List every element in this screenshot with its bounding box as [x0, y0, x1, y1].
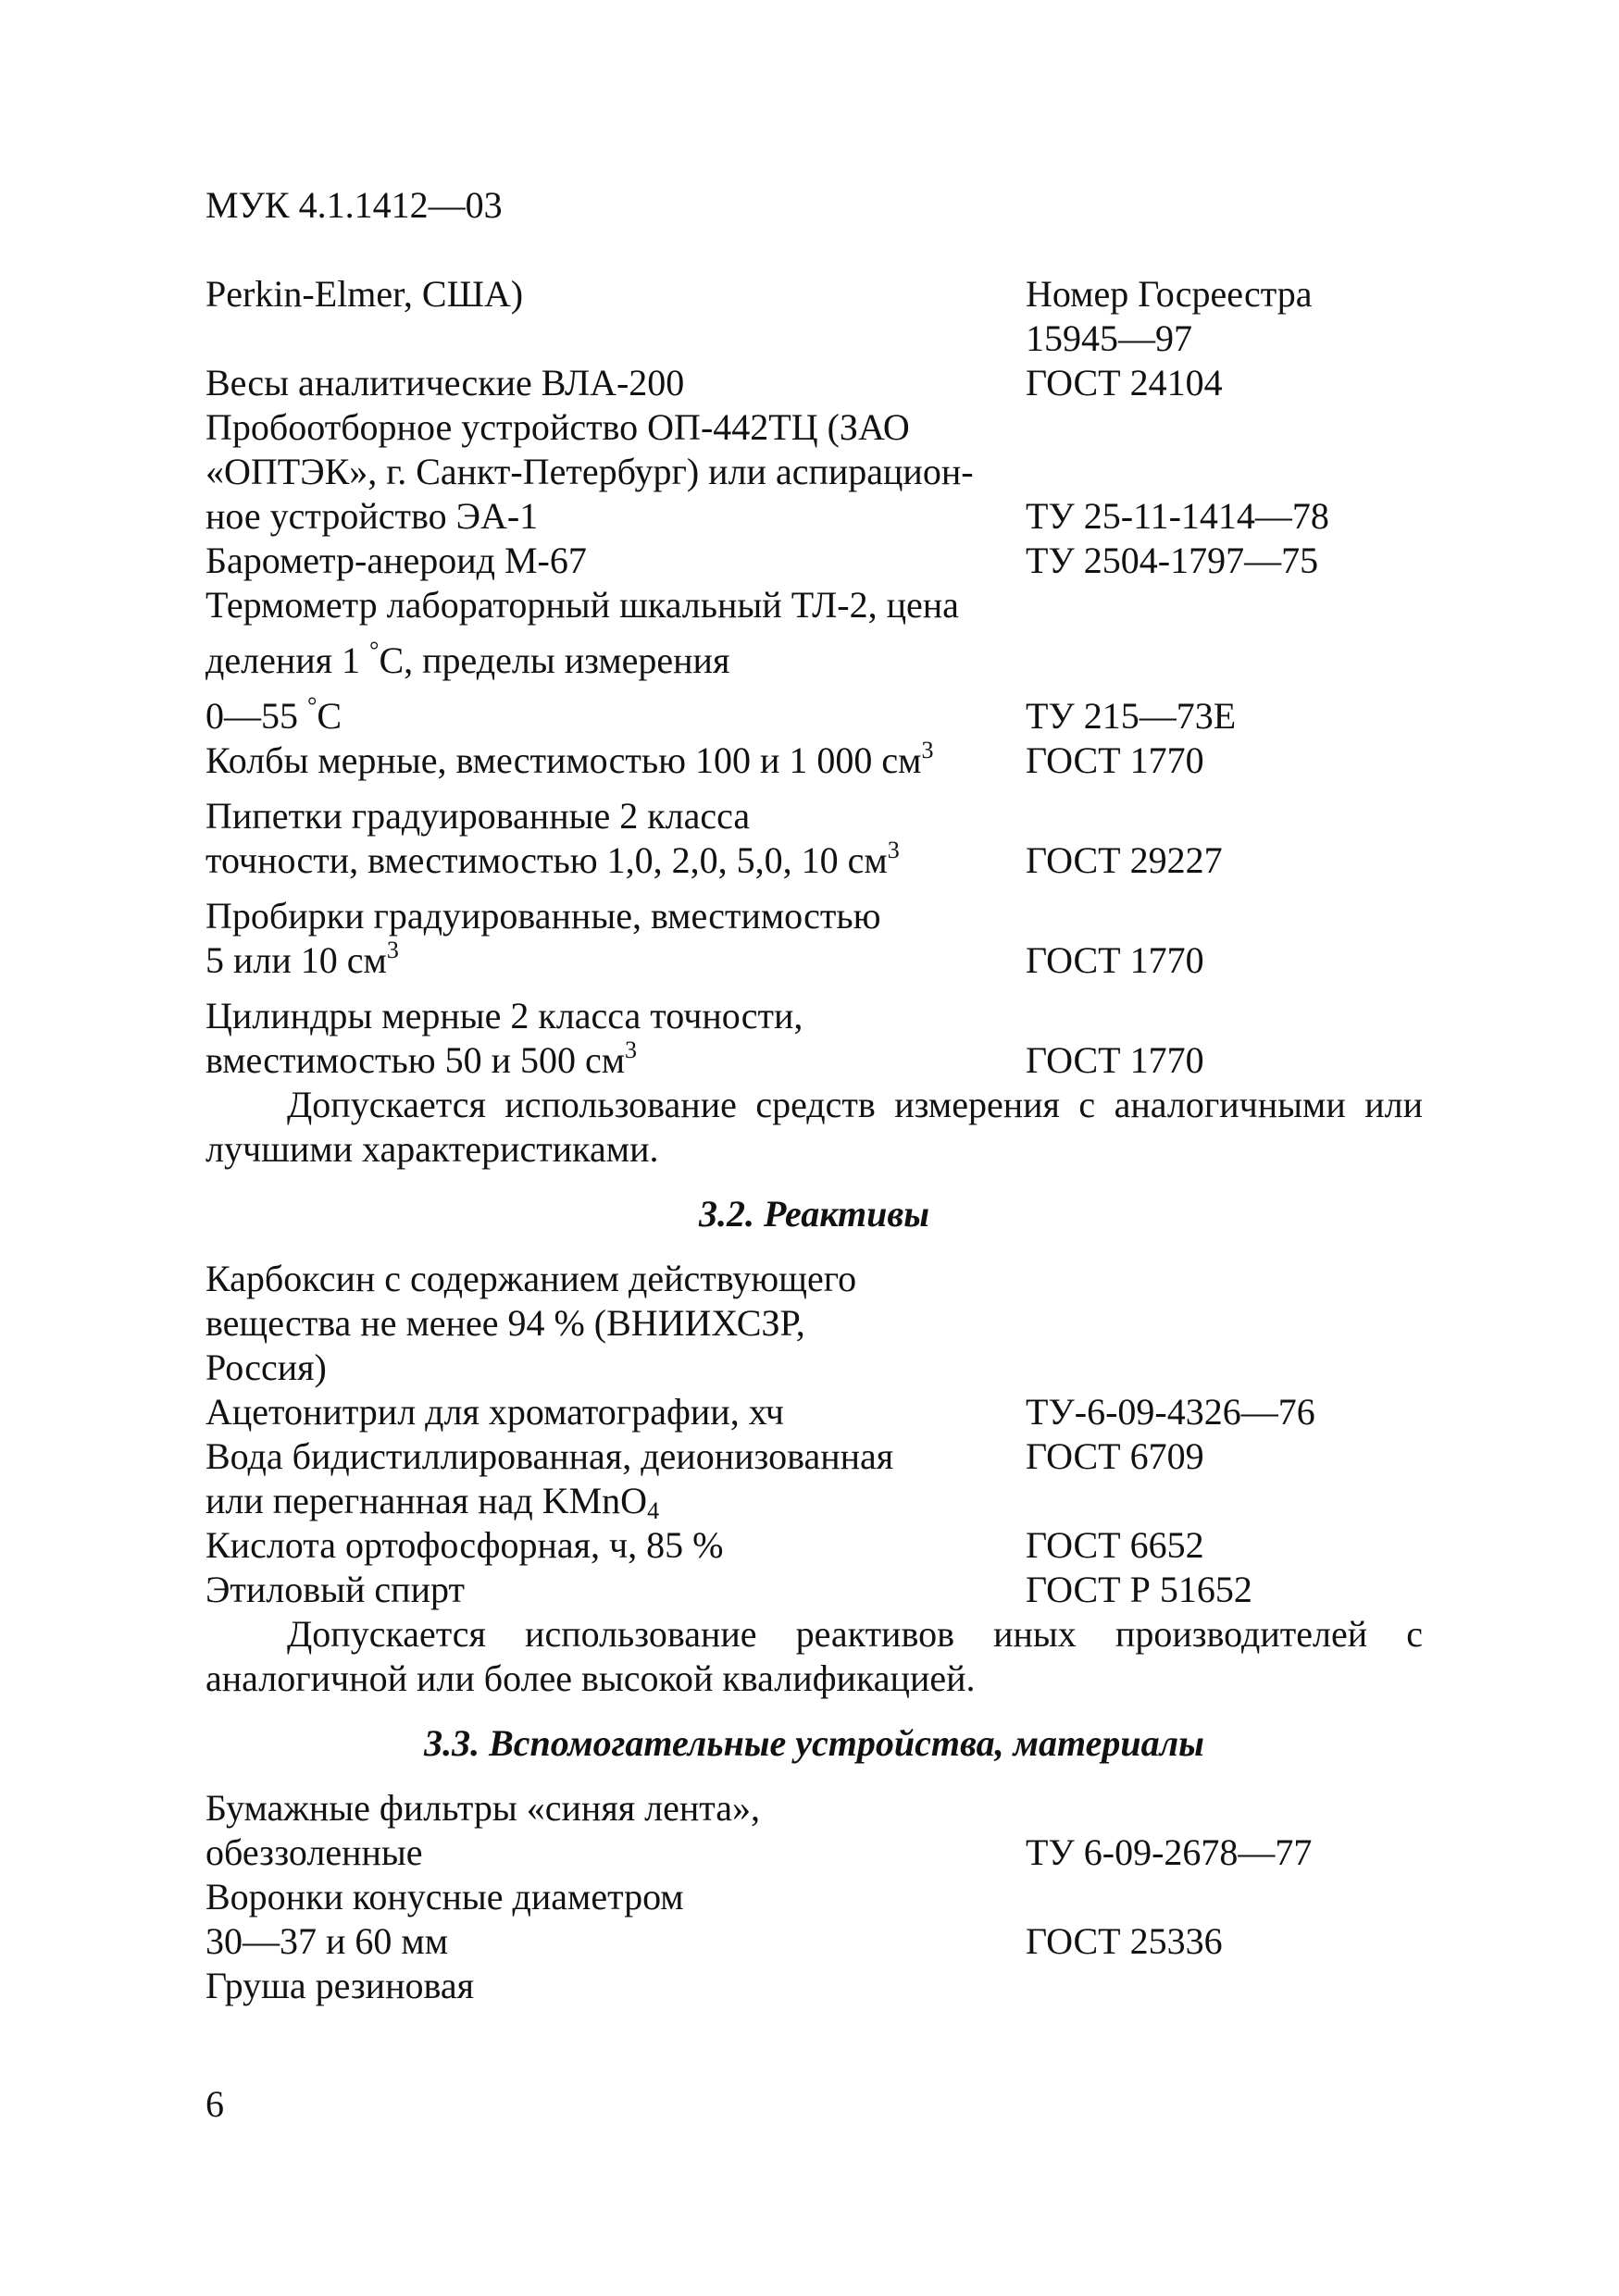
reagent-row [205, 1434, 1423, 1479]
reagent-standard: ГОСТ 6652 [1026, 1524, 1204, 1566]
equipment-row [205, 583, 1423, 627]
reagent-row [205, 1346, 1423, 1390]
reagent-standard: ТУ-6-09-4326—76 [1026, 1391, 1315, 1433]
equipment-name: Цилиндры мерные 2 класса точности, [205, 995, 803, 1036]
equipment-row-tubes [205, 883, 1423, 938]
reagent-row [205, 1301, 1423, 1346]
equipment-row-tubes [205, 938, 1423, 983]
auxiliary-name: обеззоленные [205, 1831, 423, 1873]
equipment-row-thermometer [205, 627, 1423, 683]
equipment-name: 5 или 10 $см^3$ [205, 937, 399, 981]
auxiliary-name: Бумажные фильтры «синяя лента», [205, 1787, 760, 1829]
reagent-standard: ГОСТ 6709 [1026, 1435, 1204, 1477]
auxiliary-row [205, 1831, 1423, 1875]
equipment-standard: 15945—97 [1026, 317, 1192, 359]
equipment-row-pipettes [205, 838, 1423, 883]
page-content [205, 272, 1423, 2008]
subscript: 4 [647, 1497, 660, 1524]
auxiliary-name: Груша резиновая [205, 1965, 474, 2006]
equipment-row [205, 539, 1423, 583]
cubic-superscript: 3 [386, 937, 399, 963]
equipment-name: Пробирки градуированные, вместимостью [205, 895, 881, 937]
equipment-row [205, 361, 1423, 405]
reagent-name: Россия) [205, 1347, 327, 1388]
equipment-standard: ТУ 2504-1797—75 [1026, 540, 1319, 581]
equipment-row [205, 272, 1423, 316]
auxiliary-row [205, 1786, 1423, 1831]
reagent-row [205, 1257, 1423, 1301]
page-number: 6 [205, 2083, 224, 2125]
auxiliary-row [205, 1919, 1423, 1964]
equipment-row [205, 405, 1423, 450]
equipment-standard: ГОСТ 29227 [1026, 839, 1223, 881]
equipment-standard: ТУ 25-11-1414—78 [1026, 495, 1329, 537]
equipment-row [205, 494, 1423, 539]
reagent-row [205, 1523, 1423, 1568]
equipment-row-cylinders [205, 983, 1423, 1038]
reagent-name: Вода бидистиллированная, деионизованная [205, 1435, 894, 1477]
equipment-name: деления 1 °С, пределы измерения [205, 637, 730, 681]
reagent-row [205, 1568, 1423, 1612]
equipment-name: Perkin-Elmer, США) [205, 273, 524, 315]
reagent-name: или перегнанная над KMnO$_4$ [205, 1480, 660, 1524]
document-page [205, 0, 1423, 2296]
equipment-row-thermometer [205, 683, 1423, 738]
reagent-name: Ацетонитрил для хроматографии, хч [205, 1391, 784, 1433]
equipment-standard: ГОСТ 1770 [1026, 739, 1204, 781]
cubic-superscript: 3 [887, 837, 900, 863]
reagent-name: вещества не менее 94 % (ВНИИХСЗР, [205, 1302, 805, 1344]
reagent-standard: ГОСТ Р 51652 [1026, 1569, 1252, 1610]
equipment-name: ное устройство ЭА-1 [205, 495, 539, 537]
equipment-standard: ГОСТ 1770 [1026, 1039, 1204, 1081]
degree-sign: ° [307, 692, 318, 719]
equipment-name: Пипетки градуированные 2 класса [205, 795, 751, 837]
cubic-superscript: 3 [625, 1036, 638, 1063]
equipment-standard: Номер Госреестра [1026, 273, 1313, 315]
document-code-header: МУК 4.1.1412—03 [205, 184, 503, 226]
degree-sign: ° [369, 637, 380, 664]
equipment-name: Барометр-анероид М-67 [205, 540, 587, 581]
auxiliary-name: Воронки конусные диаметром [205, 1876, 684, 1917]
equipment-row [205, 450, 1423, 494]
equipment-name: Весы аналитические ВЛА-200 [205, 362, 685, 403]
reagents-note-paragraph: Допускается использование реактивов иных производителей с аналогичной или более высокой квалификацией. [205, 1613, 1423, 1699]
equipment-row-flasks [205, 738, 1423, 783]
equipment-name: 0—55 °С [205, 692, 342, 737]
auxiliary-name: 30—37 и 60 мм [205, 1920, 449, 1962]
auxiliary-row [205, 1964, 1423, 2008]
equipment-name: Пробоотборное устройство ОП-442ТЦ (ЗАО [205, 406, 910, 448]
auxiliary-row [205, 1875, 1423, 1919]
reagent-row [205, 1479, 1423, 1523]
equipment-name: Термометр лабораторный шкальный ТЛ-2, цена [205, 584, 959, 626]
equipment-note-paragraph: Допускается использование средств измерения с аналогичными или лучшими характеристиками. [205, 1084, 1423, 1170]
reagent-name: Карбоксин с содержанием действующего [205, 1258, 857, 1299]
equipment-row-pipettes [205, 783, 1423, 838]
equipment-standard: ГОСТ 1770 [1026, 939, 1204, 981]
cubic-superscript: 3 [921, 737, 934, 763]
equipment-name: Колбы мерные, вместимостью 100 и 1 000 $см^3$ [205, 737, 934, 781]
equipment-name: вместимостью 50 и 500 $см^3$ [205, 1036, 638, 1081]
reagent-name: Этиловый спирт [205, 1569, 465, 1610]
reagent-row [205, 1390, 1423, 1434]
equipment-name: «ОПТЭК», г. Санкт-Петербург) или аспирацион- [205, 451, 974, 492]
equipment-row [205, 316, 1423, 361]
equipment-standard: ГОСТ 24104 [1026, 362, 1223, 403]
reagent-name: Кислота ортофосфорная, ч, 85 % [205, 1524, 724, 1566]
section-heading-auxiliary: 3.3. Вспомогательные устройства, материалы [424, 1722, 1204, 1764]
section-heading-reagents: 3.2. Реактивы [699, 1193, 929, 1235]
equipment-name: точности, вместимостью 1,0, 2,0, 5,0, 10 $см^3$ [205, 837, 900, 881]
equipment-standard: ТУ 215—73Е [1026, 695, 1237, 737]
auxiliary-standard: ТУ 6-09-2678—77 [1026, 1831, 1313, 1873]
auxiliary-standard: ГОСТ 25336 [1026, 1920, 1223, 1962]
equipment-row-cylinders [205, 1038, 1423, 1083]
